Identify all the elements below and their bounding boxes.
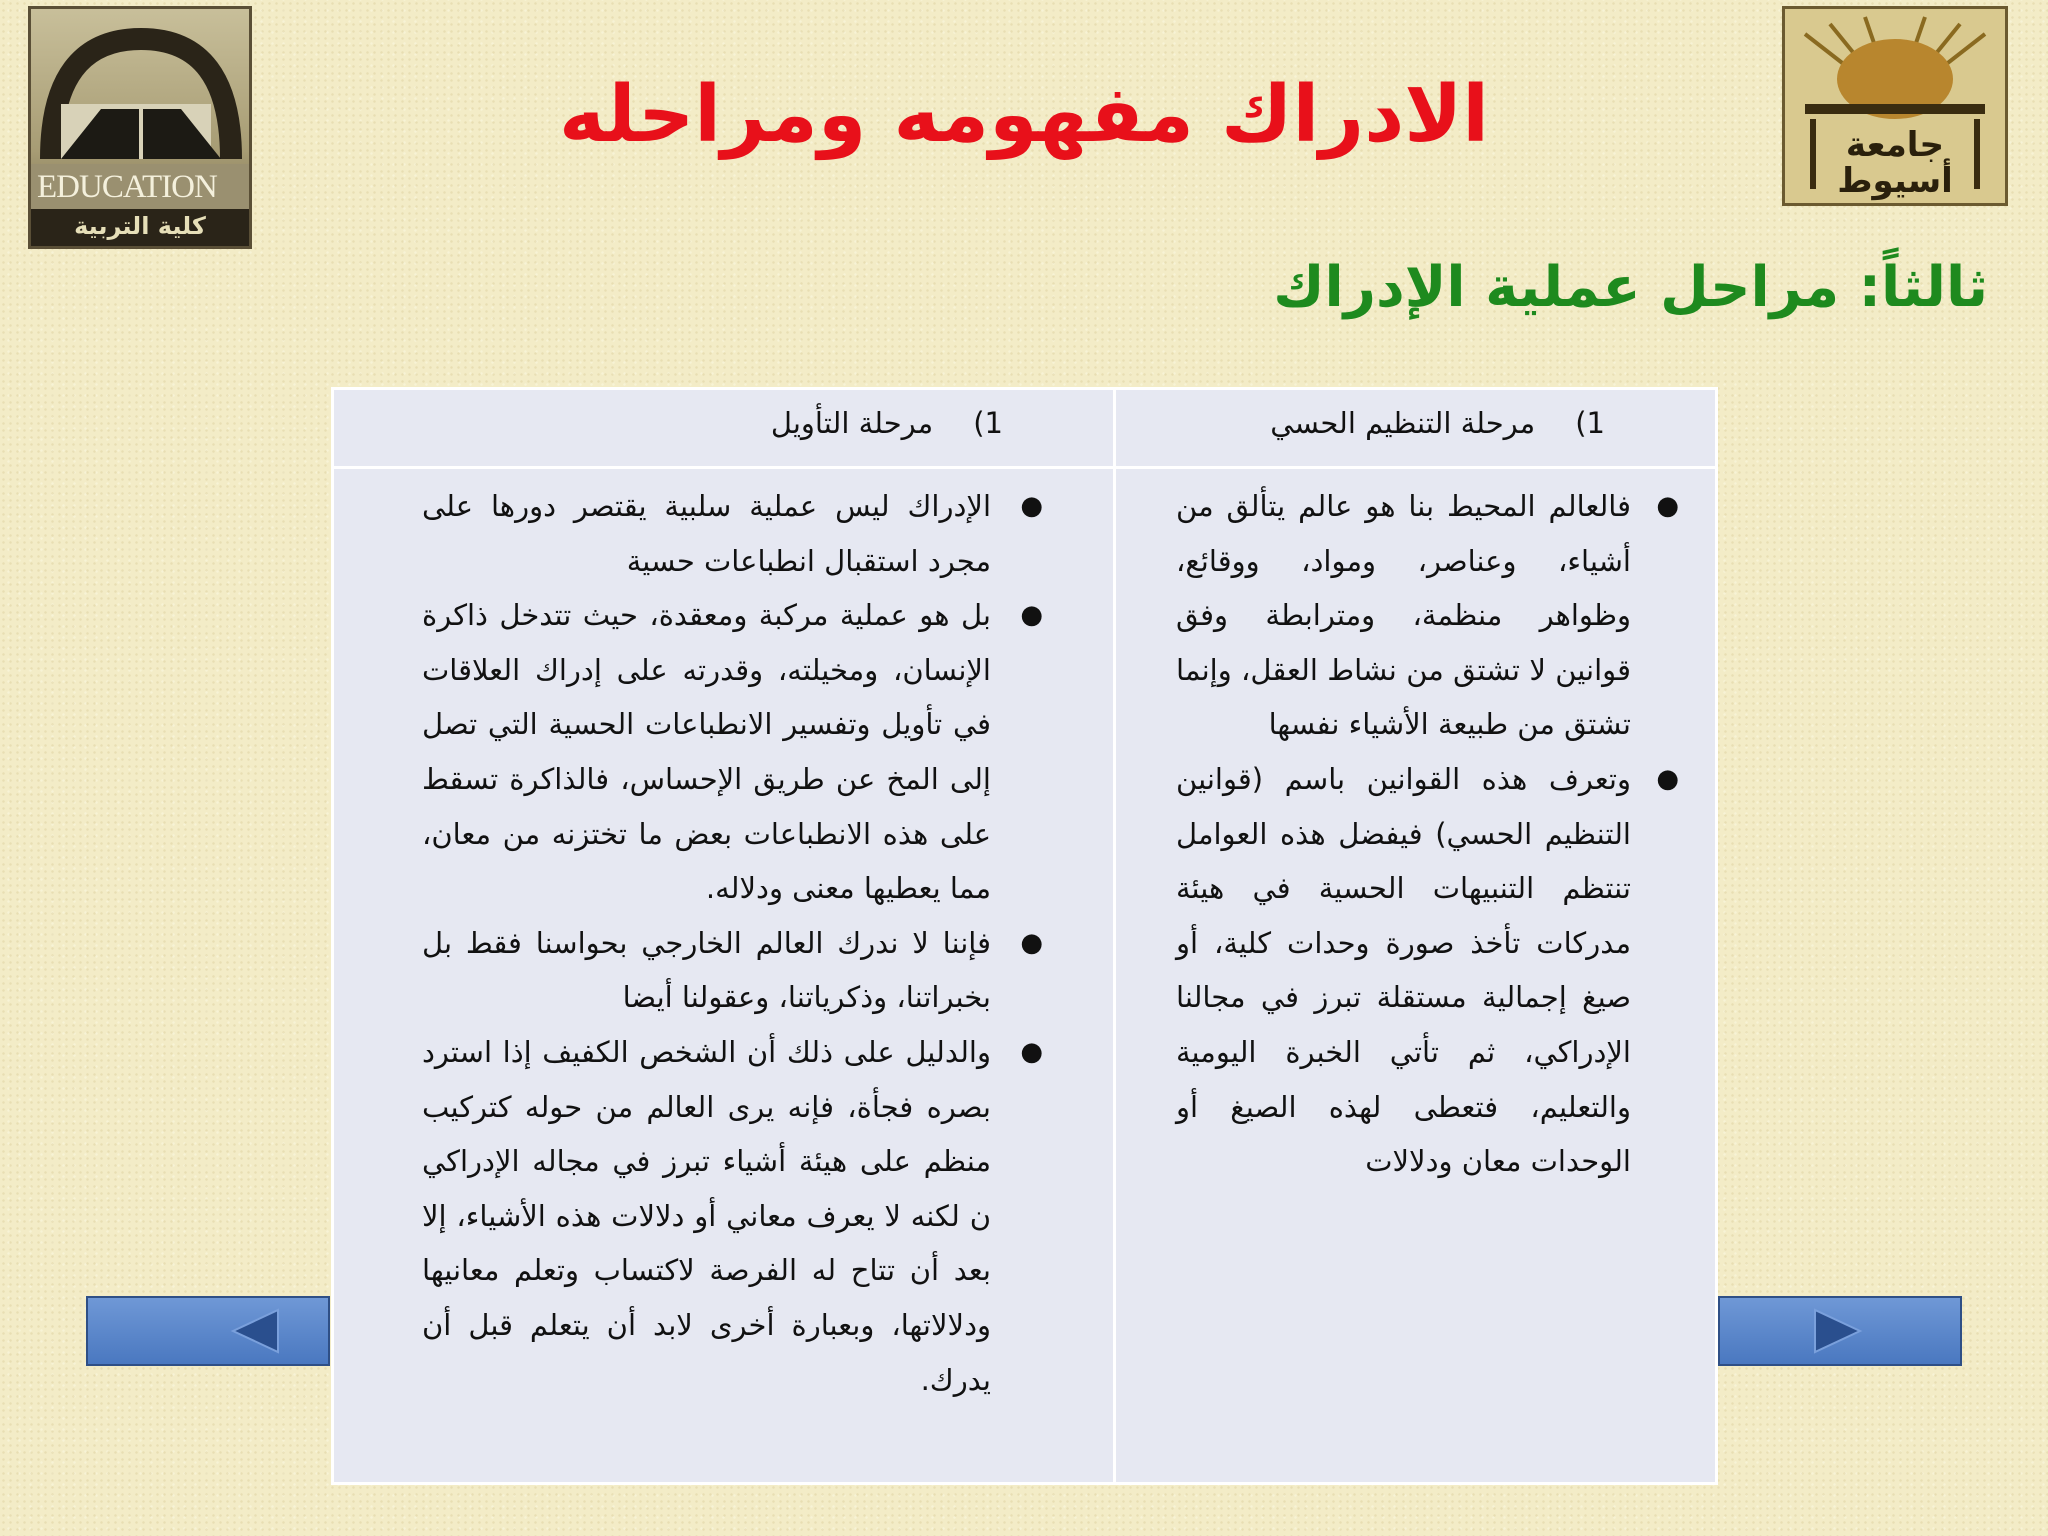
header-number: 1) bbox=[1575, 406, 1605, 440]
logo-university-text: جامعة أسيوط bbox=[1837, 125, 1953, 201]
bullet-icon: ● bbox=[1020, 927, 1043, 958]
stages-table bbox=[331, 387, 1718, 1485]
header-label: مرحلة التأويل bbox=[770, 406, 934, 440]
faculty-of-education-logo bbox=[28, 6, 252, 249]
triangle-left-icon bbox=[88, 1298, 328, 1364]
previous-slide-button[interactable] bbox=[86, 1296, 330, 1366]
list-item bbox=[1176, 479, 1679, 752]
list-item bbox=[1176, 752, 1679, 1189]
slide-title: الادراك مفهومه ومراحله bbox=[558, 70, 1490, 160]
list-item-text: والدليل على ذلك أن الشخص الكفيف إذا استرد بصره فجأة، فإنه يرى العالم من حوله كتركيب منظم على هيئة أشياء تبرز في مجاله الإدراكي ن لكنه لا يعرف معاني أو دلالات هذه الأشياء، إلا بعد أن تتاح له الفرصة لاكتساب وتعلم معانيها ودلالاتها، وبعبارة أخرى لابد أن يتعلم قبل أن يدرك. bbox=[422, 1034, 991, 1397]
header-number: 1) bbox=[973, 406, 1003, 440]
list-item bbox=[422, 916, 1043, 1025]
bullet-icon: ● bbox=[1020, 1036, 1043, 1067]
triangle-right-icon bbox=[1720, 1298, 1960, 1364]
header-sensory-organization bbox=[1116, 390, 1715, 456]
assiut-university-logo bbox=[1782, 6, 2008, 206]
list-item-text: فإننا لا ندرك العالم الخارجي بحواسنا فقط بل بخبراتنا، وذكرياتنا، وعقولنا أيضا bbox=[422, 925, 991, 1015]
education-logo-graphic bbox=[31, 9, 249, 246]
header-cell-sensory-organization bbox=[1115, 389, 1717, 468]
header-cell-interpretation bbox=[333, 389, 1115, 468]
table-body-row bbox=[333, 468, 1717, 1484]
interpretation-cell bbox=[333, 468, 1115, 1484]
list-item-text: الإدراك ليس عملية سلبية يقتصر دورها على مجرد استقبال انطباعات حسية bbox=[422, 489, 991, 578]
header-label: مرحلة التنظيم الحسي bbox=[1270, 406, 1536, 440]
logo-faculty-arabic-text: كلية التربية bbox=[74, 212, 206, 240]
next-slide-button[interactable] bbox=[1718, 1296, 1962, 1366]
list-item bbox=[422, 588, 1043, 916]
list-item-text: فالعالم المحيط بنا هو عالم يتألق من أشياء، وعناصر، ومواد، ووقائع، وظواهر منظمة، ومترابطة وفق قوانين لا تشتق من نشاط العقل، وإنما تشتق من طبيعة الأشياء نفسها bbox=[1176, 489, 1631, 742]
bullet-list bbox=[1116, 469, 1715, 1189]
sensory-organization-cell bbox=[1115, 468, 1717, 1484]
section-heading: ثالثاً: مراحل عملية الإدراك bbox=[1273, 255, 1988, 320]
bullet-list bbox=[334, 469, 1113, 1407]
table-header-row bbox=[333, 389, 1717, 468]
bullet-icon: ● bbox=[1656, 491, 1679, 521]
list-item-text: بل هو عملية مركبة ومعقدة، حيث تتدخل ذاكرة الإنسان، ومخيلته، وقدرته على إدراك العلاقات في تأويل وتفسير الانطباعات الحسية التي تصل إلى المخ عن طريق الإحساس، فالذاكرة تسقط على هذه الانطباعات بعض ما تختزنه من معان، مما يعطيها معنى ودلاله. bbox=[422, 598, 991, 906]
list-item-text: وتعرف هذه القوانين باسم (قوانين التنظيم الحسي) فيفضل هذه العوامل تنتظم التنبيهات الحسية في هيئة مدركات تأخذ صورة وحدات كلية، أو صيغ إجمالية مستقلة تبرز في مجالنا الإدراكي، ثم تأتي الخبرة اليومية والتعليم، فتعطى لهذه الصيغ أو الوحدات معان ودلالات bbox=[1176, 761, 1631, 1179]
bullet-icon: ● bbox=[1656, 763, 1679, 794]
header-interpretation bbox=[334, 390, 1113, 456]
list-item bbox=[422, 479, 1043, 588]
bullet-icon: ● bbox=[1020, 491, 1043, 521]
list-item bbox=[422, 1025, 1043, 1407]
bullet-icon: ● bbox=[1020, 600, 1043, 631]
logo-education-text: EDUCATION bbox=[37, 169, 217, 205]
